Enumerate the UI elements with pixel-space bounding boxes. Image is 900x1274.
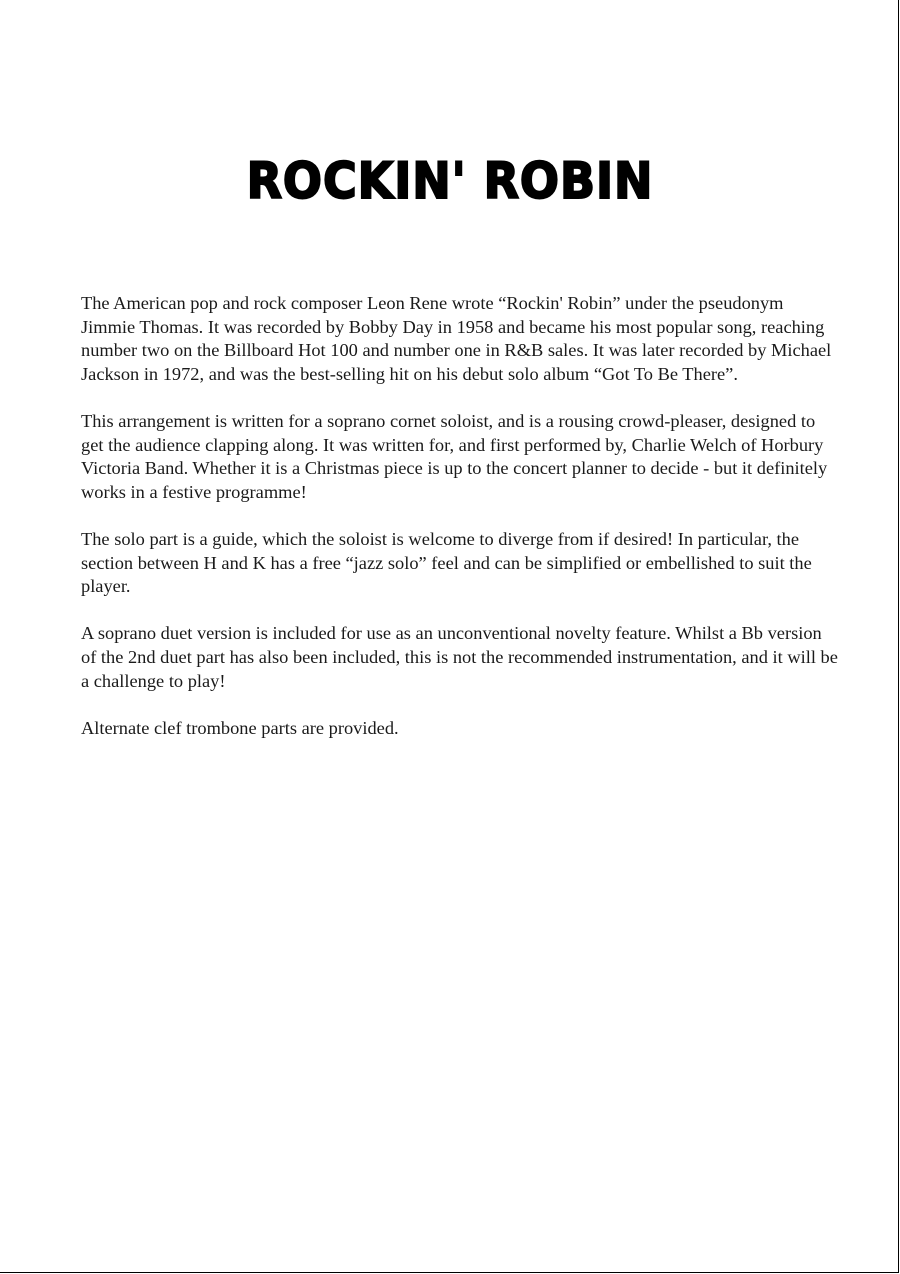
document-body: [81, 292, 841, 764]
paragraph-trombone-parts: Alternate clef trombone parts are provided.: [81, 717, 399, 738]
paragraph-duet-version: A soprano duet version is included for use as an unconventional novelty feature. Whilst a Bb version of the 2nd duet part has also been included, this is not the recommended instrumentation, and it will be a challenge to play!: [81, 623, 838, 691]
page-title: ROCKIN' ROBIN: [246, 152, 654, 210]
paragraph-solo-part: The solo part is a guide, which the soloist is welcome to diverge from if desired! In particular, the section between H and K has a free “jazz solo” feel and can be simplified or embellished to suit the player.: [81, 528, 812, 597]
paragraph-arrangement: This arrangement is written for a soprano cornet soloist, and is a rousing crowd-pleaser, designed to get the audience clapping along. It was written for, and first performed by, Charlie Welch of Horbury Victoria Band. Whether it is a Christmas piece is up to the concert planner to decide - but it definitely works in a festive programme!: [81, 410, 828, 502]
paragraph-history: The American pop and rock composer Leon Rene wrote “Rockin' Robin” under the pseudonym Jimmie Thomas. It was recorded by Bobby Day in 1958 and became his most popular song, reaching number two on the Billboard Hot 100 and number one in R&B sales. It was later recorded by Michael Jackson in 1972, and was the best-selling hit on his debut solo album “Got To Be There”.: [81, 293, 832, 384]
